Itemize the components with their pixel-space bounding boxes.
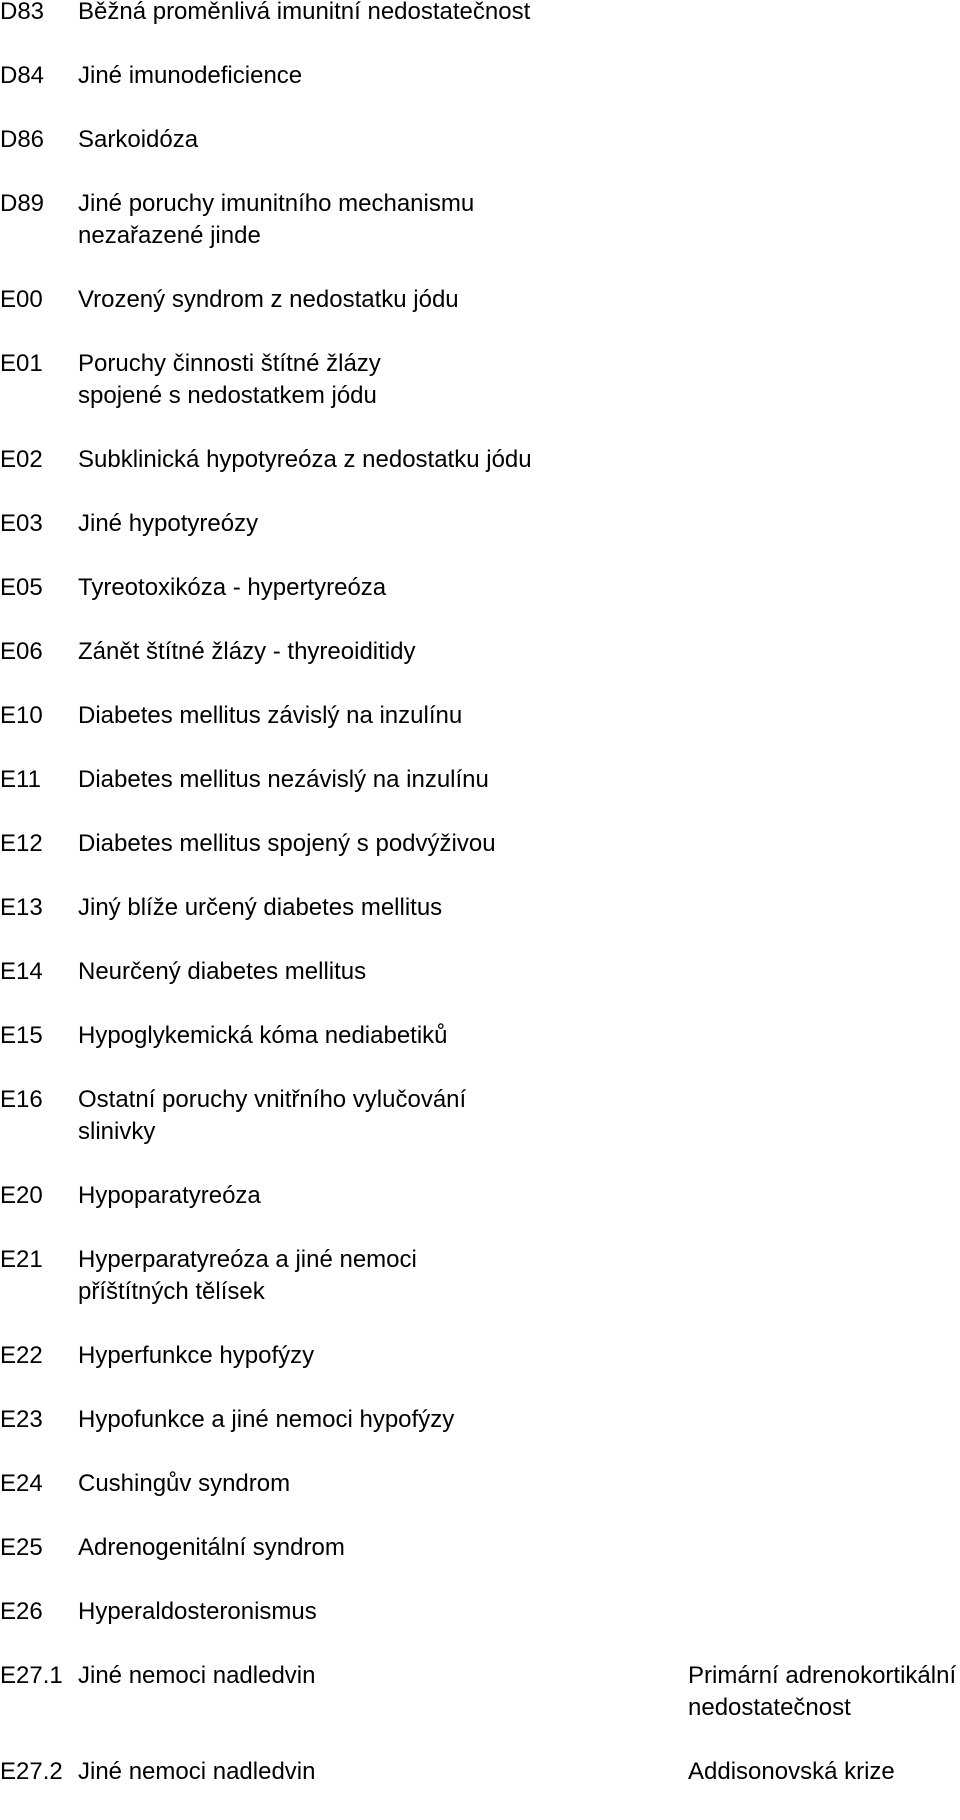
- item-description: Ostatní poruchy vnitřního vylučování slinivky: [78, 1086, 467, 1145]
- item-description: Jiné nemoci nadledvin: [78, 1758, 316, 1785]
- item-description: Cushingův syndrom: [78, 1470, 291, 1497]
- item-code: E23: [0, 1406, 43, 1433]
- list-item: [0, 572, 960, 636]
- list-item: [0, 1756, 960, 1820]
- item-subdiagnosis: Addisonovská krize: [688, 1758, 895, 1785]
- item-description: Hyperfunkce hypofýzy: [78, 1342, 315, 1369]
- list-item: [0, 956, 960, 1020]
- item-description: Adrenogenitální syndrom: [78, 1534, 345, 1561]
- list-item: [0, 1084, 960, 1148]
- list-item: [0, 0, 960, 60]
- item-description: Diabetes mellitus nezávislý na inzulínu: [78, 766, 489, 793]
- item-description: Sarkoidóza: [78, 126, 199, 153]
- item-code: D83: [0, 0, 45, 25]
- item-description: Subklinická hypotyreóza z nedostatku jódu: [78, 446, 532, 473]
- list-item: [0, 284, 960, 348]
- item-code: E12: [0, 830, 43, 857]
- item-code: E27.2: [0, 1758, 63, 1785]
- list-item: [0, 1532, 960, 1596]
- list-item: [0, 348, 960, 412]
- item-description: Jiné poruchy imunitního mechanismu nezařazené jinde: [78, 190, 475, 249]
- item-description: Jiné imunodeficience: [78, 62, 303, 89]
- item-code: E20: [0, 1182, 43, 1209]
- item-code: D86: [0, 126, 45, 153]
- item-description: Hyperaldosteronismus: [78, 1598, 317, 1625]
- item-description: Diabetes mellitus spojený s podvýživou: [78, 830, 496, 857]
- list-item: [0, 1020, 960, 1084]
- item-code: E16: [0, 1086, 43, 1113]
- item-description: Jiné nemoci nadledvin: [78, 1662, 316, 1689]
- item-description: Neurčený diabetes mellitus: [78, 958, 367, 985]
- item-description: Diabetes mellitus závislý na inzulínu: [78, 702, 463, 729]
- item-code: E11: [0, 766, 41, 793]
- item-code: E05: [0, 574, 43, 601]
- item-description: Jiné hypotyreózy: [78, 510, 259, 537]
- list-item: [0, 124, 960, 188]
- item-code: E13: [0, 894, 43, 921]
- list-item: [0, 444, 960, 508]
- item-description: Zánět štítné žlázy - thyreoiditidy: [78, 638, 416, 665]
- item-description: Poruchy činnosti štítné žlázy spojené s nedostatkem jódu: [78, 350, 381, 409]
- item-code: E01: [0, 350, 43, 377]
- item-code: E25: [0, 1534, 43, 1561]
- item-code: E06: [0, 638, 43, 665]
- item-code: E00: [0, 286, 43, 313]
- item-description: Hypoparatyreóza: [78, 1182, 261, 1209]
- item-description: Jiný blíže určený diabetes mellitus: [78, 894, 443, 921]
- item-code: E15: [0, 1022, 43, 1049]
- item-code: E22: [0, 1342, 43, 1369]
- item-subdiagnosis: Primární adrenokortikální nedostatečnost: [688, 1662, 957, 1721]
- item-description: Hypoglykemická kóma nediabetiků: [78, 1022, 448, 1049]
- item-code: E03: [0, 510, 43, 537]
- list-item: [0, 828, 960, 892]
- item-code: E26: [0, 1598, 43, 1625]
- item-description: Hypofunkce a jiné nemoci hypofýzy: [78, 1406, 455, 1433]
- list-item: [0, 60, 960, 124]
- item-code: E21: [0, 1246, 43, 1273]
- item-code: E27.1: [0, 1662, 63, 1689]
- item-description: Běžná proměnlivá imunitní nedostatečnost: [78, 0, 531, 25]
- item-code: E02: [0, 446, 43, 473]
- item-code: E10: [0, 702, 43, 729]
- list-item: [0, 1404, 960, 1468]
- list-item: [0, 764, 960, 828]
- item-description: Vrozený syndrom z nedostatku jódu: [78, 286, 459, 313]
- item-code: D89: [0, 190, 45, 217]
- item-code: E14: [0, 958, 43, 985]
- list-item: [0, 1340, 960, 1404]
- item-description: Tyreotoxikóza - hypertyreóza: [78, 574, 387, 601]
- item-code: E24: [0, 1470, 43, 1497]
- list-item: [0, 1180, 960, 1244]
- item-description: Hyperparatyreóza a jiné nemoci příštítných tělísek: [78, 1246, 417, 1305]
- list-item: [0, 1244, 960, 1308]
- list-item: [0, 892, 960, 956]
- list-item: [0, 700, 960, 764]
- list-item: [0, 636, 960, 700]
- list-item: [0, 508, 960, 572]
- list-item: [0, 188, 960, 252]
- list-item: [0, 1468, 960, 1532]
- list-item: [0, 1660, 960, 1724]
- list-item: [0, 1596, 960, 1660]
- item-code: D84: [0, 62, 45, 89]
